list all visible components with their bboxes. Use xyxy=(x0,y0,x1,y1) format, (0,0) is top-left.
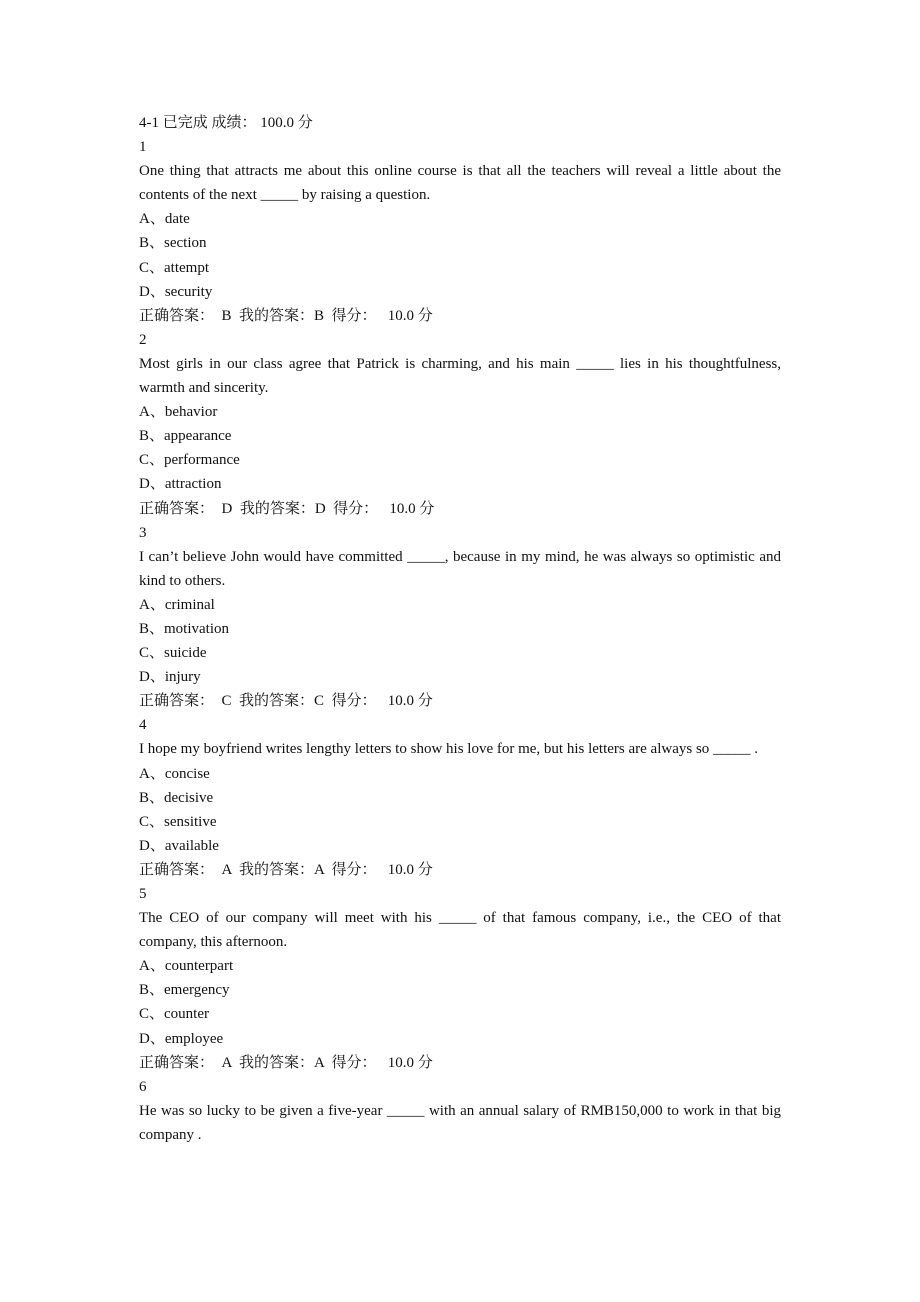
question-number: 5 xyxy=(139,886,147,902)
question-stem: One thing that attracts me about this online course is that all the teachers will reveal a little about the contents of the next _____ by raising a question. xyxy=(139,163,781,204)
question-4 xyxy=(139,713,781,882)
question-6 xyxy=(139,1075,781,1147)
quiz-header: 4-1 已完成 成绩： 100.0 分 xyxy=(139,115,313,131)
question-stem: He was so lucky to be given a five-year _____ with an annual salary of RMB150,000 to work in that big company . xyxy=(139,1102,781,1143)
question-number: 1 xyxy=(139,139,147,156)
question-number: 2 xyxy=(139,331,147,348)
option-b: B、appearance xyxy=(139,428,232,445)
option-a: A、criminal xyxy=(139,596,215,613)
option-a: A、counterpart xyxy=(139,958,234,975)
question-1 xyxy=(139,135,781,328)
question-stem: Most girls in our class agree that Patrick is charming, and his main _____ lies in his thoughtfulness, warmth and sincerity. xyxy=(139,355,781,397)
option-a: A、behavior xyxy=(139,404,218,421)
option-b: B、section xyxy=(139,235,207,252)
question-stem: I can’t believe John would have committed _____, because in my mind, he was always so optimistic and kind to others. xyxy=(139,548,781,589)
option-c: C、attempt xyxy=(139,259,209,276)
option-d: D、available xyxy=(139,837,219,854)
option-d: D、attraction xyxy=(139,476,222,493)
option-d: D、security xyxy=(139,283,213,300)
question-number: 3 xyxy=(139,524,147,541)
answer-result: 正确答案： C 我的答案：C 得分： 10.0 分 xyxy=(139,693,433,710)
option-a: A、concise xyxy=(139,765,210,782)
question-number: 6 xyxy=(139,1078,147,1095)
option-c: C、counter xyxy=(139,1006,209,1023)
option-b: B、emergency xyxy=(139,982,230,999)
answer-result: 正确答案： B 我的答案：B 得分： 10.0 分 xyxy=(139,307,433,324)
quiz-document xyxy=(139,111,781,1147)
question-stem: I hope my boyfriend writes lengthy letters to show his love for me, but his letters are always so _____ . xyxy=(139,741,759,758)
option-b: B、decisive xyxy=(139,789,214,806)
answer-result: 正确答案： A 我的答案：A 得分： 10.0 分 xyxy=(139,1054,433,1071)
question-number: 4 xyxy=(139,717,147,734)
option-b: B、motivation xyxy=(139,620,230,637)
question-3 xyxy=(139,521,781,714)
option-d: D、employee xyxy=(139,1030,224,1047)
option-c: C、performance xyxy=(139,452,240,469)
option-c: C、suicide xyxy=(139,645,207,662)
option-c: C、sensitive xyxy=(139,813,217,830)
question-2 xyxy=(139,328,781,521)
answer-result: 正确答案： A 我的答案：A 得分： 10.0 分 xyxy=(139,861,433,878)
option-a: A、date xyxy=(139,211,190,228)
option-d: D、injury xyxy=(139,669,201,686)
question-5 xyxy=(139,882,781,1075)
question-stem: The CEO of our company will meet with his _____ of that famous company, i.e., the CEO of that company, this afternoon. xyxy=(139,910,781,951)
answer-result: 正确答案： D 我的答案：D 得分： 10.0 分 xyxy=(139,500,435,517)
